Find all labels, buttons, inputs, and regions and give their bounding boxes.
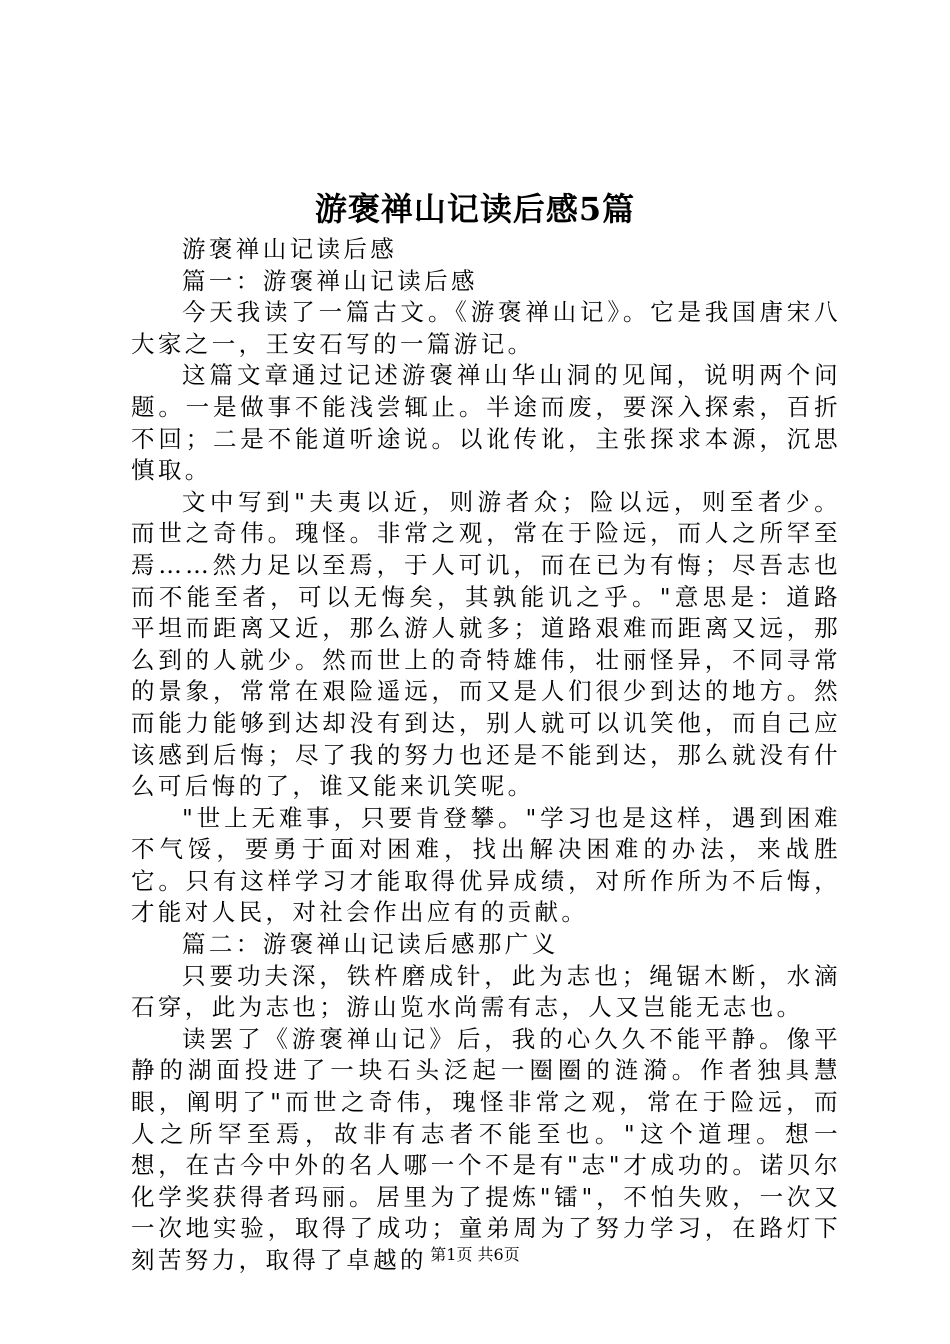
document-body — [131, 234, 841, 1277]
paragraph: 只要功夫深，铁杵磨成针，此为志也；绳锯木断，水滴石穿，此为志也；游山览水尚需有志，人又岂能无志也。 — [131, 961, 841, 1022]
paragraph: 文中写到"夫夷以近，则游者众；险以远，则至者少。而世之奇伟。瑰怪。非常之观，常在于险远，而人之所罕至焉……然力足以至焉，于人可讥，而在已为有悔；尽吾志也而不能至者，可以无悔矣，其孰能讥之乎。"意思是：道路平坦而距离又近，那么游人就多；道路艰难而距离又远，那么到的人就少。然而世上的奇特雄伟，壮丽怪异，不同寻常的景象，常常在艰险遥远，而又是人们很少到达的地方。然而能力能够到达却没有到达，别人就可以讥笑他，而自己应该感到后悔；尽了我的努力也还是不能到达，那么就没有什么可后悔的了，谁又能来讥笑呢。 — [131, 487, 841, 801]
paragraph: "世上无难事，只要肯登攀。"学习也是这样，遇到困难不气馁，要勇于面对困难，找出解决困难的办法，来战胜它。只有这样学习才能取得优异成绩，对所作所为不后悔，才能对人民，对社会作出应有的贡献。 — [131, 803, 841, 927]
paragraph: 今天我读了一篇古文。《游褒禅山记》。它是我国唐宋八大家之一，王安石写的一篇游记。 — [131, 298, 841, 358]
document-title: 游褒禅山记读后感5篇 — [314, 190, 636, 228]
paragraph: 读罢了《游褒禅山记》后，我的心久久不能平静。像平静的湖面投进了一块石头泛起一圈圈的涟漪。作者独具慧眼，阐明了"而世之奇伟，瑰怪非常之观，常在于险远，而人之所罕至焉，故非有志者不能至也。"这个道理。想一想，在古今中外的名人哪一个不是有"志"才成功的。诺贝尔化学奖获得者玛丽。居里为了提炼"镭"，不怕失败，一次又一次地实验，取得了成功；童弟周为了努力学习，在路灯下刻苦努力，取得了卓越的 — [131, 1024, 841, 1274]
paragraph-heading: 游褒禅山记读后感 — [182, 235, 398, 263]
page-footer: 第1页 共6页 — [430, 1245, 520, 1264]
section-heading-2: 篇二：游褒禅山记读后感那广义 — [182, 930, 559, 959]
paragraph: 这篇文章通过记述游褒禅山华山洞的见闻，说明两个问题。一是做事不能浅尝辄止。半途而废，要深入探索，百折不回；二是不能道听途说。以讹传讹，主张探求本源，沉思慎取。 — [131, 361, 841, 485]
section-heading-1: 篇一：游褒禅山记读后感 — [182, 266, 478, 295]
